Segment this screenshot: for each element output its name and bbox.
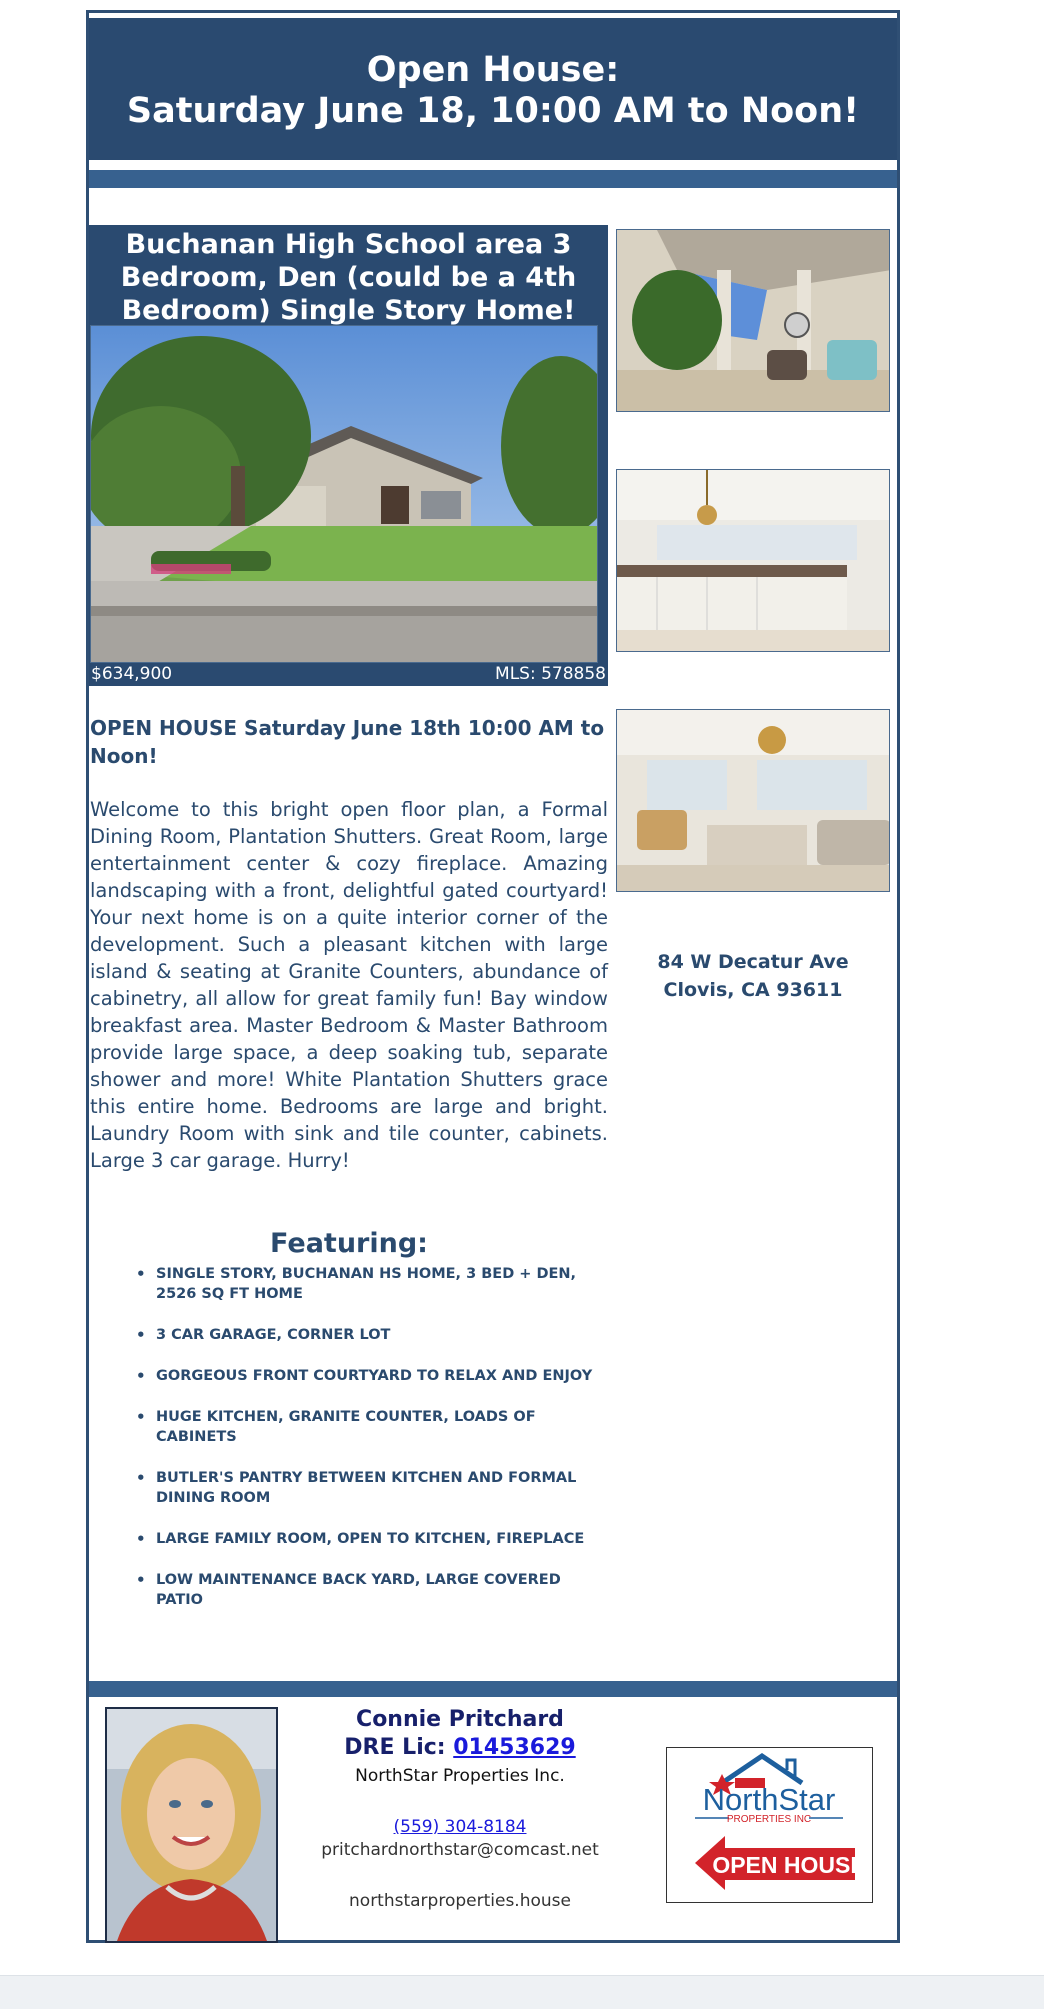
open-house-line: OPEN HOUSE Saturday June 18th 10:00 AM to Noon!: [90, 716, 605, 768]
logo-sub: PROPERTIES INC: [726, 1814, 812, 1825]
logo-sign-text: OPEN HOUSE: [712, 1852, 866, 1878]
feature-item: • LOW MAINTENANCE BACK YARD, LARGE COVERED PATIO: [156, 1570, 606, 1610]
logo-graphic: [667, 1748, 872, 1902]
listing-description: Welcome to this bright open floor plan, a Formal Dining Room, Plantation Shutters. Great Room, large entertainment center & cozy fireplace. Amazing landscaping with a front, delightful gated courtyard! Your next home is on a quite interior corner of the development. Such a pleasant kitchen with large island & seating at Granite Counters, abundance of cabinetry, all allow for great family fun! Bay window breakfast area. Master Bedroom & Master Bathroom provide large space, a deep soaking tub, separate shower and more! White Plantation Shutters grace this entire home. Bedrooms are large and bright. Laundry Room with sink and tile counter, cabinets. Large 3 car garage. Hurry!: [90, 798, 608, 1172]
mls-number: MLS: 578858: [495, 664, 606, 684]
northstar-logo: [666, 1747, 873, 1903]
agent-website: northstarproperties.house: [349, 1891, 571, 1911]
feature-item: • HUGE KITCHEN, GRANITE COUNTER, LOADS OF CABINETS: [156, 1407, 606, 1447]
feature-item: • LARGE FAMILY ROOM, OPEN TO KITCHEN, FIREPLACE: [156, 1529, 606, 1549]
license-label: DRE Lic:: [344, 1735, 454, 1760]
page-bottom-strip: [0, 1975, 1044, 2009]
header-line-2: Saturday June 18, 10:00 AM to Noon!: [126, 91, 860, 131]
footer-divider-band: [89, 1681, 897, 1697]
license-link[interactable]: 01453629: [453, 1735, 576, 1760]
agent-license: [300, 1735, 620, 1760]
listing-title: Buchanan High School area 3 Bedroom, Den (could be a 4th Bedroom) Single Story Home!: [120, 229, 577, 326]
courtyard-illustration: [617, 230, 890, 412]
address-line-1: 84 W Decatur Ave: [657, 951, 849, 973]
feature-item: • 3 CAR GARAGE, CORNER LOT: [156, 1325, 606, 1345]
address-line-2: Clovis, CA 93611: [663, 979, 843, 1001]
agent-avatar: [105, 1707, 278, 1943]
feature-item: • GORGEOUS FRONT COURTYARD TO RELAX AND ENJOY: [156, 1366, 606, 1386]
phone-link[interactable]: (559) 304-8184: [393, 1817, 527, 1837]
agent-phone: [300, 1817, 620, 1837]
kitchen-photo[interactable]: [616, 469, 890, 652]
agent-name: Connie Pritchard: [356, 1707, 564, 1732]
feature-item: • SINGLE STORY, BUCHANAN HS HOME, 3 BED + DEN, 2526 SQ FT HOME: [156, 1264, 606, 1304]
property-address: [616, 948, 890, 1004]
courtyard-photo[interactable]: [616, 229, 890, 412]
house-front-illustration: [91, 326, 598, 663]
header-line-1: Open House:: [366, 50, 620, 90]
living-room-illustration: [617, 710, 890, 892]
listing-price: $634,900: [91, 664, 173, 684]
feature-item: • BUTLER'S PANTRY BETWEEN KITCHEN AND FORMAL DINING ROOM: [156, 1468, 606, 1508]
house-front-photo[interactable]: [90, 325, 598, 663]
kitchen-illustration: [617, 470, 890, 652]
agent-email: pritchardnorthstar@comcast.net: [321, 1840, 599, 1860]
agent-portrait: [107, 1709, 276, 1941]
logo-brand: NorthStar: [702, 1782, 836, 1817]
open-house-header: [89, 18, 897, 160]
agent-company: NorthStar Properties Inc.: [355, 1766, 565, 1786]
feature-list: [156, 1264, 606, 1631]
living-room-photo[interactable]: [616, 709, 890, 892]
featuring-heading: Featuring:: [270, 1228, 428, 1259]
header-divider-band: [89, 170, 897, 188]
